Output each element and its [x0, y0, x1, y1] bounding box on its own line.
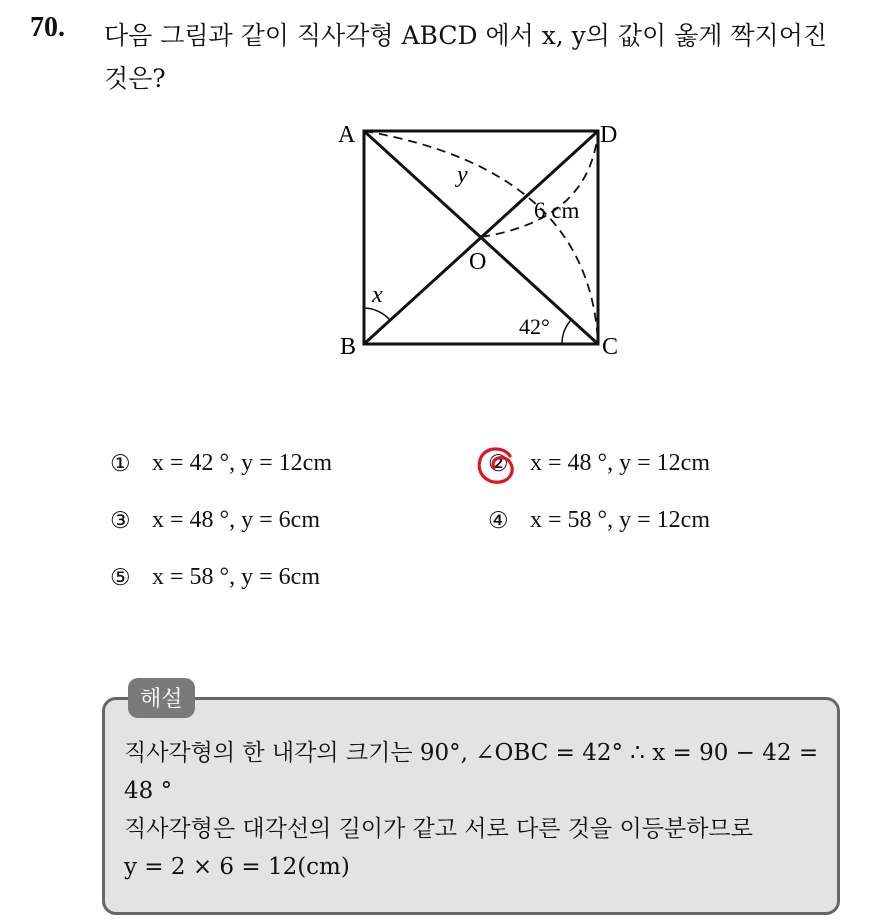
- solution-tag: 해설: [128, 678, 195, 718]
- angle-x-arc: [364, 308, 390, 320]
- solution-line-4: y = 2 × 6 = 12(cm): [124, 854, 350, 880]
- solution-text: [124, 734, 830, 886]
- question-number: 70.: [30, 12, 65, 43]
- label-a: A: [338, 122, 356, 148]
- angle-42-arc: [562, 320, 571, 344]
- solution-line-2: 48 °: [124, 778, 173, 804]
- label-x: x: [372, 282, 383, 308]
- choice-5[interactable]: [110, 564, 320, 591]
- choice-3-text: x = 48 °, y = 6cm: [152, 507, 320, 533]
- label-o: O: [469, 249, 487, 275]
- choice-1-text: x = 42 °, y = 12cm: [152, 450, 332, 476]
- label-6cm: 6 cm: [534, 198, 580, 223]
- solution-line-3: 직사각형은 대각선의 길이가 같고 서로 다른 것을 이등분하므로: [124, 816, 753, 842]
- label-c: C: [602, 334, 619, 360]
- label-y: y: [457, 162, 468, 188]
- choice-4-number: ④: [488, 507, 509, 534]
- choice-1-number: ①: [110, 450, 131, 477]
- label-d: D: [600, 122, 618, 148]
- choice-5-text: x = 58 °, y = 6cm: [152, 564, 320, 590]
- choice-4-text: x = 58 °, y = 12cm: [530, 507, 710, 533]
- choice-3-number: ③: [110, 507, 131, 534]
- solution-line-1: 직사각형의 한 내각의 크기는 90°, ∠OBC = 42° ∴ x = 90 − 42 =: [124, 740, 819, 766]
- label-b: B: [340, 334, 357, 360]
- question-line-2: 것은?: [104, 64, 166, 93]
- choice-5-number: ⑤: [110, 564, 131, 591]
- choice-2[interactable]: [488, 450, 710, 477]
- rectangle-figure: [300, 110, 640, 370]
- choice-1[interactable]: [110, 450, 332, 477]
- choice-2-number: ②: [488, 450, 509, 477]
- label-42: 42°: [519, 314, 550, 339]
- choice-2-text: x = 48 °, y = 12cm: [530, 450, 710, 476]
- question-text: [104, 14, 864, 100]
- choice-4[interactable]: [488, 507, 710, 534]
- choice-3[interactable]: [110, 507, 320, 534]
- question-line-1: 다음 그림과 같이 직사각형 ABCD 에서 x, y의 값이 옳게 짝지어진: [104, 21, 828, 50]
